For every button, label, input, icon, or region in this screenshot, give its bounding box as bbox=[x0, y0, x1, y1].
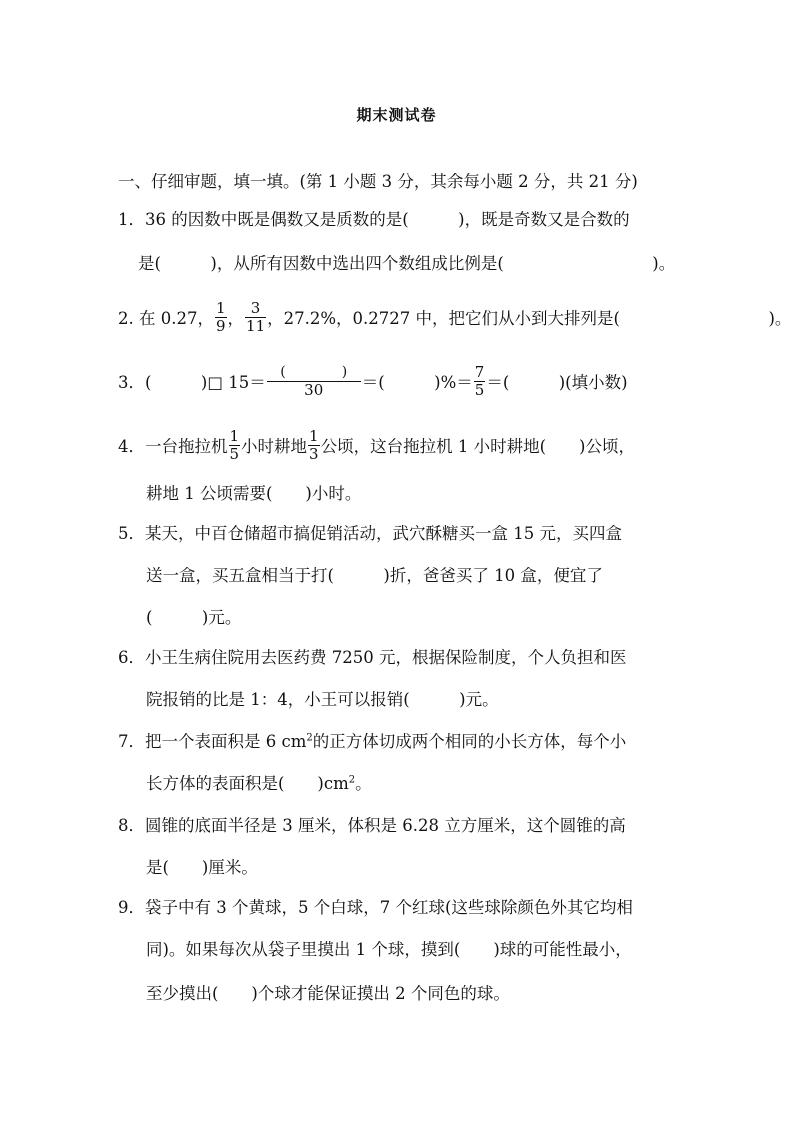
question-7-line-2-start: 长方体的表面积是( )cm bbox=[146, 774, 349, 793]
fraction-numerator: 3 bbox=[245, 300, 266, 318]
section-heading: 一、仔细审题，填一填。(第 1 小题 3 分，其余每小题 2 分，共 21 分) bbox=[118, 172, 638, 191]
question-1-line-1: 1．36 的因数中既是偶数又是质数的是( )，既是奇数又是合数的 bbox=[118, 210, 630, 229]
question-3-suffix: ＝( )(填小数) bbox=[486, 373, 628, 392]
question-7-line-1 bbox=[118, 732, 626, 752]
question-7-line-1-start: 7．把一个表面积是 6 cm bbox=[118, 732, 307, 751]
question-9-line-1: 9．袋子中有 3 个黄球，5 个白球，7 个红球(这些球除颜色外其它均相 bbox=[118, 898, 633, 917]
question-2-fraction-2 bbox=[245, 300, 266, 335]
question-8-line-2: 是( )厘米。 bbox=[146, 858, 258, 877]
question-2-fraction-1 bbox=[215, 300, 227, 335]
fraction-denominator: 5 bbox=[229, 445, 240, 463]
question-7-line-2-end: 。 bbox=[355, 774, 372, 793]
question-5-line-2: 送一盒，买五盒相当于打( )折，爸爸买了 10 盒，便宜了 bbox=[146, 566, 603, 585]
superscript: 2 bbox=[306, 732, 313, 744]
fraction-denominator: 5 bbox=[474, 381, 485, 399]
fraction-numerator: 7 bbox=[474, 363, 485, 381]
question-6-line-2: 院报销的比是 1：4，小王可以报销( )元。 bbox=[146, 690, 499, 709]
question-3-fraction-1 bbox=[267, 364, 361, 399]
fraction-numerator: ( ) bbox=[267, 364, 361, 382]
question-2-prefix: 2. 在 0.27， bbox=[118, 309, 214, 328]
question-7-line-2 bbox=[146, 774, 372, 794]
question-4-fraction-2 bbox=[308, 428, 320, 463]
question-9-line-3: 至少摸出( )个球才能保证摸出 2 个同色的球。 bbox=[146, 984, 510, 1003]
question-1-line-2: 是( )，从所有因数中选出四个数组成比例是( )。 bbox=[138, 254, 676, 273]
page-title: 期末测试卷 bbox=[356, 106, 437, 124]
question-4-middle: 小时耕地 bbox=[241, 437, 308, 456]
question-3 bbox=[118, 363, 628, 401]
question-2-separator: ， bbox=[227, 309, 245, 328]
fraction-numerator: 1 bbox=[229, 427, 240, 445]
question-3-fraction-2 bbox=[474, 364, 486, 399]
question-2 bbox=[118, 299, 792, 337]
question-5-line-1: 5．某天，中百仓储超市搞促销活动，武穴酥糖买一盒 15 元，买四盒 bbox=[118, 524, 622, 543]
question-4-suffix: 公顷，这台拖拉机 1 小时耕地( )公顷， bbox=[320, 437, 635, 456]
question-9-line-2: 同)。如果每次从袋子里摸出 1 个球，摸到( )球的可能性最小， bbox=[146, 940, 632, 959]
question-7-line-1-end: 的正方体切成两个相同的小长方体，每个小 bbox=[312, 732, 627, 751]
fraction-denominator: 30 bbox=[304, 381, 324, 399]
question-3-prefix: 3．( )□ 15＝ bbox=[118, 373, 266, 392]
fraction-denominator: 3 bbox=[309, 445, 319, 463]
question-6-line-1: 6．小王生病住院用去医药费 7250 元，根据保险制度，个人负担和医 bbox=[118, 648, 627, 667]
question-2-suffix: ，27.2%，0.2727 中，把它们从小到大排列是( )。 bbox=[267, 309, 792, 328]
fraction-denominator: 9 bbox=[215, 317, 226, 335]
question-8-line-1: 8．圆锥的底面半径是 3 厘米，体积是 6.28 立方厘米，这个圆锥的高 bbox=[118, 816, 626, 835]
question-4-line-2: 耕地 1 公顷需要( )小时。 bbox=[146, 484, 362, 503]
fraction-denominator: 11 bbox=[246, 317, 266, 335]
question-4-prefix: 4．一台拖拉机 bbox=[118, 437, 228, 456]
fraction-numerator: 1 bbox=[309, 427, 319, 445]
fraction-numerator: 1 bbox=[215, 299, 226, 317]
question-3-middle: ＝( )%＝ bbox=[361, 373, 473, 392]
question-4-fraction-1 bbox=[229, 428, 241, 463]
superscript: 2 bbox=[348, 774, 356, 786]
question-5-line-3: ( )元。 bbox=[146, 608, 242, 627]
question-4-line-1 bbox=[118, 427, 635, 465]
